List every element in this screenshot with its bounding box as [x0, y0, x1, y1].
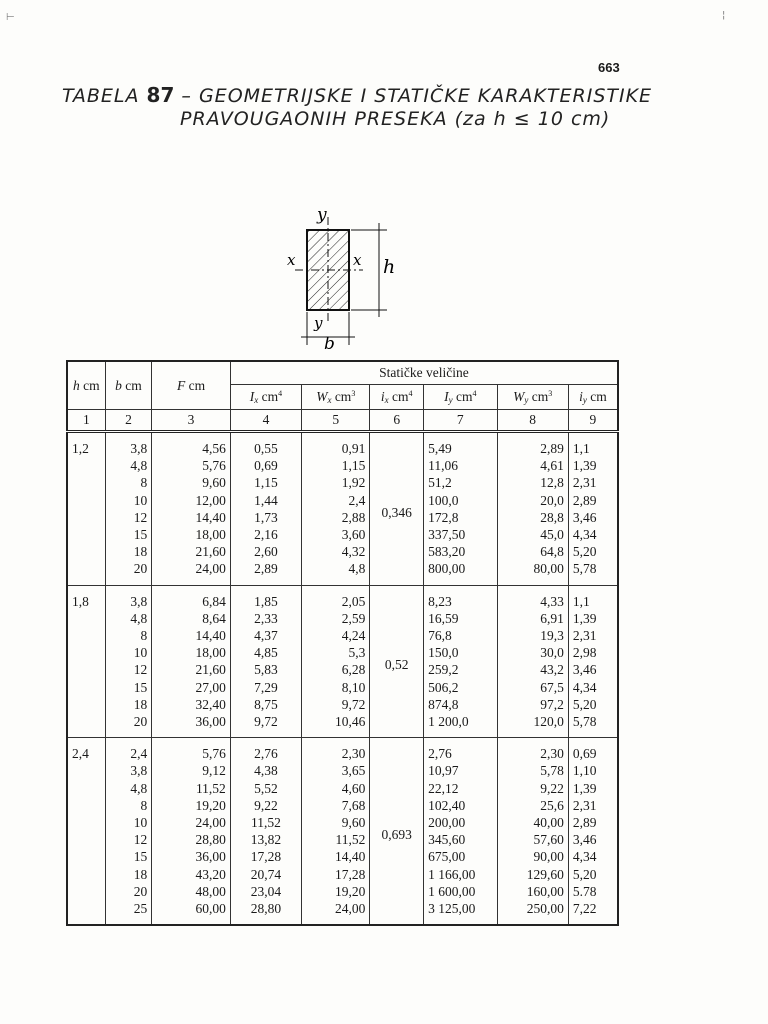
cell-Wx: 4,32	[302, 543, 370, 560]
cell-Ix: 23,04	[230, 883, 301, 900]
cell-ix: 0,693	[370, 738, 424, 926]
cell-Wx: 2,05	[302, 585, 370, 610]
cell-iy: 3,46	[568, 831, 618, 848]
cell-b: 3,8	[105, 585, 152, 610]
cell-b: 20	[105, 883, 152, 900]
rectangular-section-figure	[275, 205, 415, 355]
cell-iy: 4,34	[568, 679, 618, 696]
cell-b: 12	[105, 509, 152, 526]
cell-Wy: 30,0	[497, 644, 568, 661]
cell-b: 4,8	[105, 780, 152, 797]
cell-b: 4,8	[105, 610, 152, 627]
label-h: h	[383, 256, 396, 278]
cell-ix: 0,346	[370, 432, 424, 586]
cell-iy: 5,78	[568, 713, 618, 738]
cell-F: 36,00	[152, 848, 231, 865]
cell-Wy: 4,33	[497, 585, 568, 610]
cell-b: 8	[105, 627, 152, 644]
cell-Wx: 3,60	[302, 526, 370, 543]
cell-iy: 1,39	[568, 610, 618, 627]
cell-F: 11,52	[152, 780, 231, 797]
group-header-static-values: Statičke veličine	[230, 361, 618, 385]
label-x-right: x	[353, 251, 362, 269]
cell-iy: 1,1	[568, 432, 618, 458]
table-row	[67, 713, 618, 738]
cell-Ix: 1,44	[230, 492, 301, 509]
cell-Ix: 7,29	[230, 679, 301, 696]
col-header-iy: $i_y$ cm	[568, 385, 618, 410]
cell-h: 1,2	[67, 432, 105, 586]
cell-Wy: 97,2	[497, 696, 568, 713]
cell-iy: 2,98	[568, 644, 618, 661]
table-row	[67, 432, 618, 458]
cell-Wy: 67,5	[497, 679, 568, 696]
cell-Iy: 1 600,00	[424, 883, 497, 900]
table-row	[67, 866, 618, 883]
title-number: 87	[146, 83, 175, 107]
table-row	[67, 526, 618, 543]
cell-F: 21,60	[152, 543, 231, 560]
cell-b: 12	[105, 831, 152, 848]
cell-Wx: 11,52	[302, 831, 370, 848]
cell-Iy: 874,8	[424, 696, 497, 713]
cell-Ix: 9,72	[230, 713, 301, 738]
cell-Iy: 172,8	[424, 509, 497, 526]
cell-Wx: 1,92	[302, 474, 370, 491]
cell-Iy: 3 125,00	[424, 900, 497, 925]
cell-b: 3,8	[105, 762, 152, 779]
cell-F: 5,76	[152, 457, 231, 474]
table-title-line-2: PRAVOUGAONIH PRESEKA (za h ≤ 10 cm)	[180, 108, 611, 130]
cell-Iy: 5,49	[424, 432, 497, 458]
cell-F: 9,12	[152, 762, 231, 779]
cell-F: 21,60	[152, 661, 231, 678]
table-row	[67, 509, 618, 526]
table-row	[67, 560, 618, 585]
cell-b: 18	[105, 543, 152, 560]
cell-Ix: 8,75	[230, 696, 301, 713]
col-header-F: F cm	[152, 361, 231, 410]
column-number-row	[67, 410, 618, 432]
margin-mark-left: ⊢	[6, 12, 15, 23]
cell-Wy: 90,00	[497, 848, 568, 865]
column-number: 8	[497, 410, 568, 432]
cell-Wx: 6,28	[302, 661, 370, 678]
cell-Iy: 150,0	[424, 644, 497, 661]
cell-iy: 0,69	[568, 738, 618, 763]
column-number: 4	[230, 410, 301, 432]
cell-iy: 1,1	[568, 585, 618, 610]
cell-iy: 5,20	[568, 543, 618, 560]
table-row	[67, 644, 618, 661]
cell-Wy: 250,00	[497, 900, 568, 925]
cell-Wy: 2,30	[497, 738, 568, 763]
cell-Wx: 2,59	[302, 610, 370, 627]
cell-Iy: 800,00	[424, 560, 497, 585]
cell-Iy: 76,8	[424, 627, 497, 644]
cell-iy: 5,20	[568, 696, 618, 713]
title-prefix: TABELA	[62, 85, 140, 107]
cell-b: 20	[105, 560, 152, 585]
cell-iy: 2,89	[568, 814, 618, 831]
cell-Iy: 11,06	[424, 457, 497, 474]
cell-Ix: 9,22	[230, 797, 301, 814]
col-header-Ix: $I_x$ $cm^4$	[230, 385, 301, 410]
cell-F: 28,80	[152, 831, 231, 848]
table-row	[67, 585, 618, 610]
cell-b: 20	[105, 713, 152, 738]
cell-Wy: 120,0	[497, 713, 568, 738]
table-row	[67, 831, 618, 848]
row-group-h-0	[67, 432, 618, 586]
cell-iy: 4,34	[568, 848, 618, 865]
column-number: 5	[302, 410, 370, 432]
table-row	[67, 814, 618, 831]
col-header-h: h cm	[67, 361, 105, 410]
cell-Wx: 4,60	[302, 780, 370, 797]
cell-Wx: 8,10	[302, 679, 370, 696]
label-y-top: y	[317, 205, 327, 225]
cell-Wy: 2,89	[497, 432, 568, 458]
col-header-b: b cm	[105, 361, 152, 410]
cell-Ix: 20,74	[230, 866, 301, 883]
cell-h: 2,4	[67, 738, 105, 926]
cell-Iy: 506,2	[424, 679, 497, 696]
cell-iy: 1,39	[568, 780, 618, 797]
cell-Wy: 80,00	[497, 560, 568, 585]
cell-b: 10	[105, 814, 152, 831]
cell-Wx: 4,8	[302, 560, 370, 585]
cell-Wy: 19,3	[497, 627, 568, 644]
col-header-Wx: $W_x$ $cm^3$	[302, 385, 370, 410]
cell-Ix: 1,15	[230, 474, 301, 491]
cell-Ix: 4,85	[230, 644, 301, 661]
cell-Wx: 2,30	[302, 738, 370, 763]
cell-Iy: 8,23	[424, 585, 497, 610]
cell-Iy: 259,2	[424, 661, 497, 678]
cell-Iy: 1 200,0	[424, 713, 497, 738]
cell-Wy: 6,91	[497, 610, 568, 627]
cell-Wy: 20,0	[497, 492, 568, 509]
cell-F: 32,40	[152, 696, 231, 713]
cell-Iy: 22,12	[424, 780, 497, 797]
cell-b: 18	[105, 696, 152, 713]
cell-F: 6,84	[152, 585, 231, 610]
cell-Ix: 2,76	[230, 738, 301, 763]
cell-Wy: 5,78	[497, 762, 568, 779]
cell-Wx: 7,68	[302, 797, 370, 814]
cell-Wx: 19,20	[302, 883, 370, 900]
cell-Wx: 10,46	[302, 713, 370, 738]
cell-b: 8	[105, 474, 152, 491]
cell-Wy: 57,60	[497, 831, 568, 848]
cell-F: 27,00	[152, 679, 231, 696]
cell-Wx: 2,88	[302, 509, 370, 526]
label-y-bottom: y	[314, 314, 323, 332]
table-row	[67, 492, 618, 509]
cell-Wx: 5,3	[302, 644, 370, 661]
cell-Wy: 4,61	[497, 457, 568, 474]
cell-F: 43,20	[152, 866, 231, 883]
cell-F: 5,76	[152, 738, 231, 763]
cell-F: 14,40	[152, 509, 231, 526]
cell-Wx: 4,24	[302, 627, 370, 644]
cell-iy: 5.78	[568, 883, 618, 900]
cell-F: 24,00	[152, 560, 231, 585]
cell-Ix: 2,60	[230, 543, 301, 560]
cell-Wx: 17,28	[302, 866, 370, 883]
cell-Wx: 1,15	[302, 457, 370, 474]
cell-Iy: 345,60	[424, 831, 497, 848]
table-row	[67, 610, 618, 627]
cell-F: 4,56	[152, 432, 231, 458]
cell-Ix: 11,52	[230, 814, 301, 831]
cell-Ix: 0,55	[230, 432, 301, 458]
cell-iy: 7,22	[568, 900, 618, 925]
column-number: 9	[568, 410, 618, 432]
cell-iy: 1,39	[568, 457, 618, 474]
cell-Wy: 28,8	[497, 509, 568, 526]
cell-Iy: 16,59	[424, 610, 497, 627]
cell-F: 24,00	[152, 814, 231, 831]
table-row	[67, 679, 618, 696]
cell-Wy: 43,2	[497, 661, 568, 678]
label-x-left: x	[287, 251, 296, 269]
cell-b: 12	[105, 661, 152, 678]
cell-F: 60,00	[152, 900, 231, 925]
cell-b: 10	[105, 644, 152, 661]
cell-Ix: 4,37	[230, 627, 301, 644]
cell-h: 1,8	[67, 585, 105, 738]
table-row	[67, 900, 618, 925]
cell-Wy: 45,0	[497, 526, 568, 543]
cell-b: 18	[105, 866, 152, 883]
cell-Wx: 14,40	[302, 848, 370, 865]
col-header-Iy: $I_y$ $cm^4$	[424, 385, 497, 410]
cell-b: 4,8	[105, 457, 152, 474]
cell-Iy: 10,97	[424, 762, 497, 779]
cell-Iy: 337,50	[424, 526, 497, 543]
table-row	[67, 738, 618, 763]
cell-F: 8,64	[152, 610, 231, 627]
column-number: 7	[424, 410, 497, 432]
cell-Wx: 2,4	[302, 492, 370, 509]
margin-mark-right: ¦	[722, 10, 726, 21]
table-title-line-1	[62, 83, 652, 107]
cell-Wx: 9,72	[302, 696, 370, 713]
cell-Wy: 160,00	[497, 883, 568, 900]
cell-b: 15	[105, 848, 152, 865]
col-header-ix: $i_x$ $cm^4$	[370, 385, 424, 410]
row-group-h-1	[67, 585, 618, 738]
cell-F: 36,00	[152, 713, 231, 738]
cell-Ix: 28,80	[230, 900, 301, 925]
cell-Wx: 24,00	[302, 900, 370, 925]
cell-iy: 2,31	[568, 474, 618, 491]
cell-iy: 3,46	[568, 661, 618, 678]
cell-Wy: 12,8	[497, 474, 568, 491]
table-row	[67, 762, 618, 779]
cell-b: 25	[105, 900, 152, 925]
cell-F: 9,60	[152, 474, 231, 491]
cell-Ix: 4,38	[230, 762, 301, 779]
cell-iy: 2,31	[568, 797, 618, 814]
cell-Ix: 1,85	[230, 585, 301, 610]
cell-Iy: 102,40	[424, 797, 497, 814]
column-number: 3	[152, 410, 231, 432]
cell-Iy: 100,0	[424, 492, 497, 509]
cell-Ix: 2,89	[230, 560, 301, 585]
table-row	[67, 474, 618, 491]
cell-Ix: 5,52	[230, 780, 301, 797]
cell-F: 19,20	[152, 797, 231, 814]
column-number: 6	[370, 410, 424, 432]
table-row	[67, 627, 618, 644]
cell-iy: 5,20	[568, 866, 618, 883]
cell-iy: 1,10	[568, 762, 618, 779]
cell-Ix: 13,82	[230, 831, 301, 848]
cell-b: 15	[105, 679, 152, 696]
table-row	[67, 543, 618, 560]
page-number: 663	[598, 60, 620, 75]
cell-Ix: 2,33	[230, 610, 301, 627]
cell-Wx: 0,91	[302, 432, 370, 458]
table-row	[67, 883, 618, 900]
cell-Iy: 583,20	[424, 543, 497, 560]
table-row	[67, 780, 618, 797]
cell-Ix: 1,73	[230, 509, 301, 526]
cell-Ix: 2,16	[230, 526, 301, 543]
cell-iy: 3,46	[568, 509, 618, 526]
cell-iy: 4,34	[568, 526, 618, 543]
cell-Wy: 25,6	[497, 797, 568, 814]
cell-Ix: 17,28	[230, 848, 301, 865]
cell-b: 15	[105, 526, 152, 543]
cell-b: 10	[105, 492, 152, 509]
label-b: b	[324, 334, 335, 354]
table-row	[67, 797, 618, 814]
cell-F: 14,40	[152, 627, 231, 644]
title-rest: – GEOMETRIJSKE I STATIČKE KARAKTERISTIKE	[181, 85, 653, 107]
cell-iy: 2,31	[568, 627, 618, 644]
cell-Iy: 675,00	[424, 848, 497, 865]
cell-Iy: 1 166,00	[424, 866, 497, 883]
column-number: 2	[105, 410, 152, 432]
cell-Wy: 129,60	[497, 866, 568, 883]
cell-ix: 0,52	[370, 585, 424, 738]
table-row	[67, 848, 618, 865]
cell-Iy: 51,2	[424, 474, 497, 491]
section-properties-table	[66, 360, 619, 926]
cell-Ix: 0,69	[230, 457, 301, 474]
column-number: 1	[67, 410, 105, 432]
cell-b: 2,4	[105, 738, 152, 763]
cell-F: 48,00	[152, 883, 231, 900]
row-group-h-2	[67, 738, 618, 926]
col-header-Wy: $W_y$ $cm^3$	[497, 385, 568, 410]
cell-F: 12,00	[152, 492, 231, 509]
cell-iy: 2,89	[568, 492, 618, 509]
cell-Iy: 2,76	[424, 738, 497, 763]
cell-Ix: 5,83	[230, 661, 301, 678]
cell-iy: 5,78	[568, 560, 618, 585]
table-row	[67, 661, 618, 678]
cell-Wy: 40,00	[497, 814, 568, 831]
cell-Wx: 9,60	[302, 814, 370, 831]
cell-b: 3,8	[105, 432, 152, 458]
cell-Wy: 9,22	[497, 780, 568, 797]
cell-Wy: 64,8	[497, 543, 568, 560]
cell-Wx: 3,65	[302, 762, 370, 779]
cell-F: 18,00	[152, 526, 231, 543]
table-row	[67, 696, 618, 713]
cell-b: 8	[105, 797, 152, 814]
cell-F: 18,00	[152, 644, 231, 661]
table-row	[67, 457, 618, 474]
cell-Iy: 200,00	[424, 814, 497, 831]
